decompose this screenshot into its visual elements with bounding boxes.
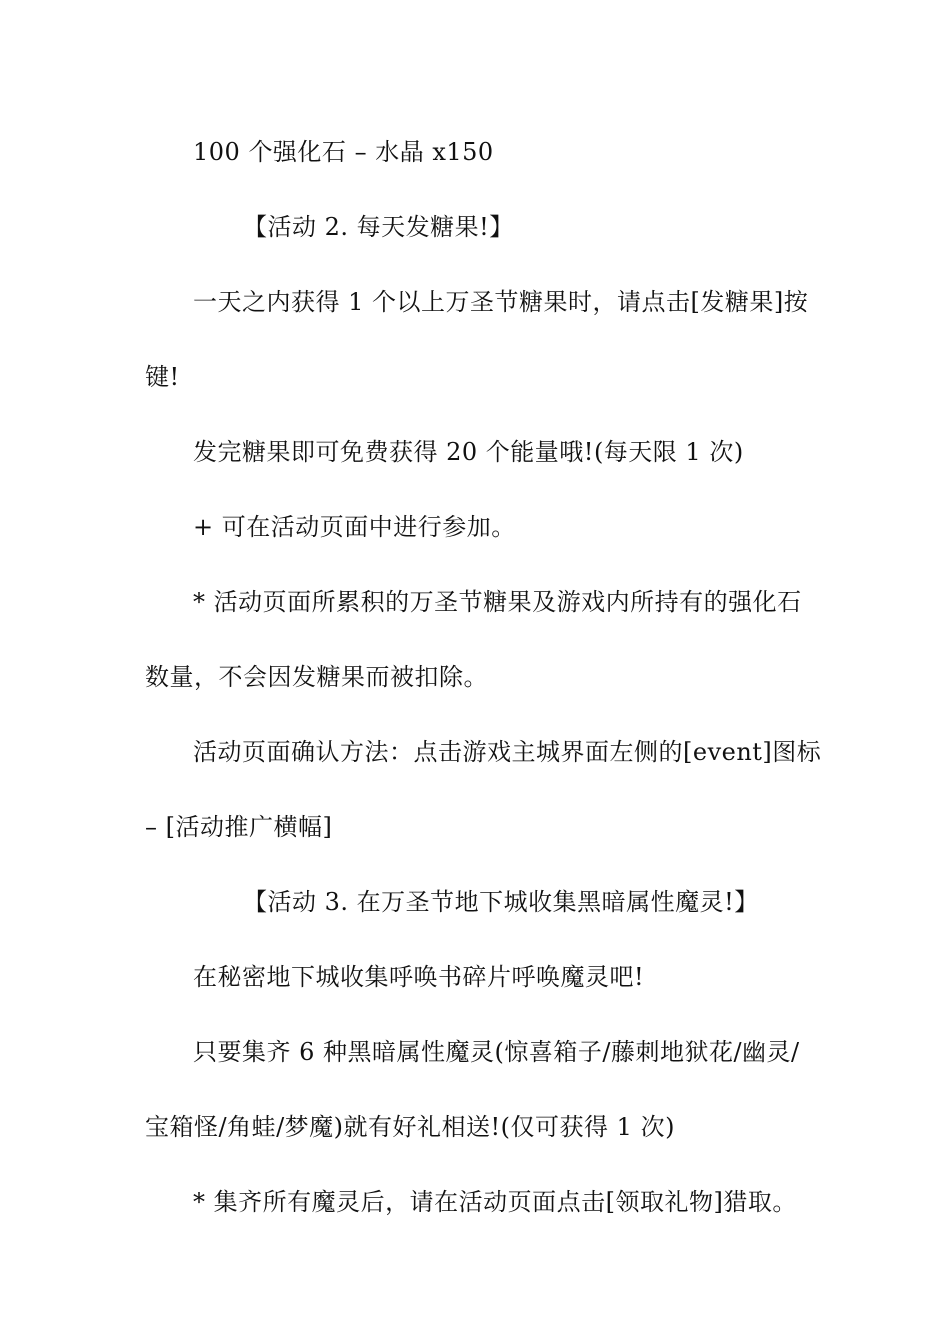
paragraph-line: 发完糖果即可免费获得 20 个能量哦!(每天限 1 次) <box>193 438 744 466</box>
paragraph-line: 数量，不会因发糖果而被扣除。 <box>145 663 488 691</box>
paragraph-line: 只要集齐 6 种黑暗属性魔灵(惊喜箱子/藤刺地狱花/幽灵/ <box>193 1038 800 1066</box>
paragraph-line: 活动页面确认方法：点击游戏主城界面左侧的[event]图标 <box>193 738 822 766</box>
event-2-heading: 【活动 2. 每天发糖果!】 <box>243 213 514 241</box>
paragraph-line: – [活动推广横幅] <box>145 813 333 841</box>
paragraph-line: 键! <box>145 363 180 391</box>
paragraph-line: 一天之内获得 1 个以上万圣节糖果时，请点击[发糖果]按 <box>193 288 809 316</box>
paragraph-line: * 活动页面所累积的万圣节糖果及游戏内所持有的强化石 <box>193 588 802 616</box>
paragraph-line: * 集齐所有魔灵后，请在活动页面点击[领取礼物]猎取。 <box>193 1188 797 1216</box>
paragraph-line: 宝箱怪/角蛙/梦魔)就有好礼相送!(仅可获得 1 次) <box>145 1113 675 1141</box>
paragraph-line: 在秘密地下城收集呼唤书碎片呼唤魔灵吧! <box>193 963 645 991</box>
paragraph-line: + 可在活动页面中进行参加。 <box>193 513 516 541</box>
event-3-heading: 【活动 3. 在万圣节地下城收集黑暗属性魔灵!】 <box>243 888 759 916</box>
reward-line: 100 个强化石 – 水晶 x150 <box>193 138 494 166</box>
